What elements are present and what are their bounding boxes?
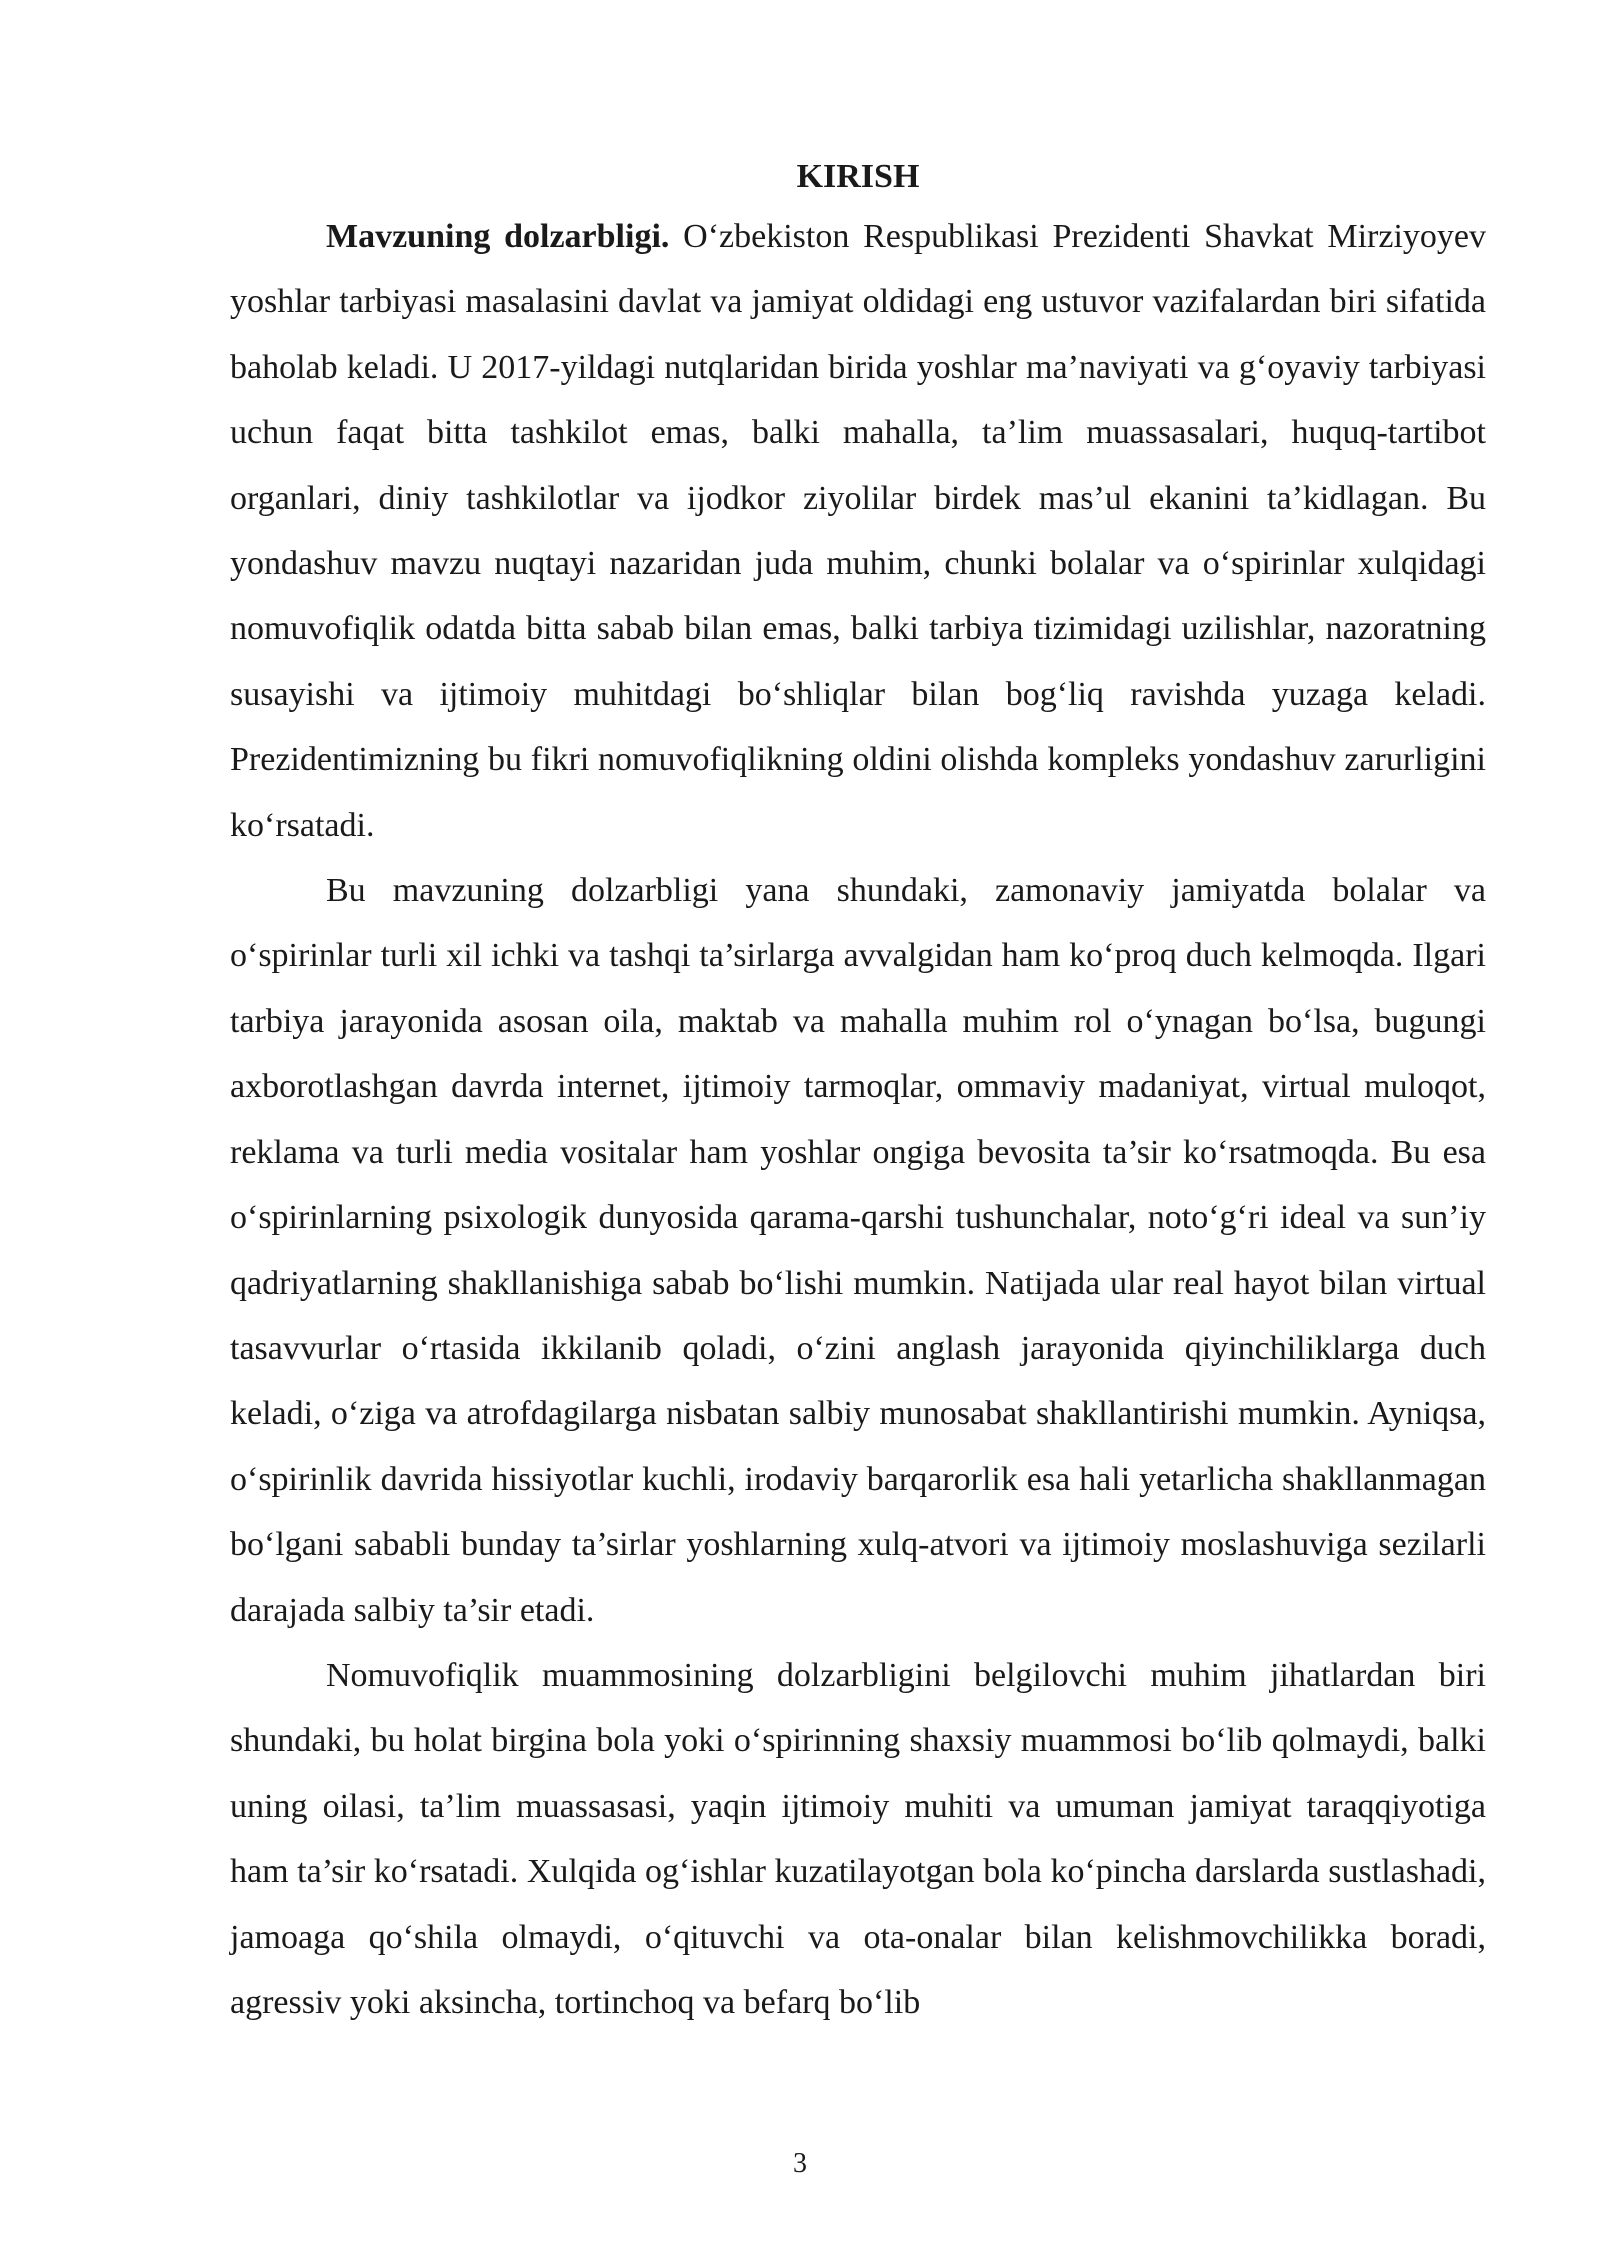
- paragraph-consequences: Nomuvofiqlik muammosining dolzarbligini belgilovchi muhim jihatlardan biri shundaki, bu holat birgina bola yoki o‘spirinning shaxsiy muammosi bo‘lib qolmaydi, balki uning oilasi, ta’lim muassasasi, yaqin ijtimoiy muhiti va umuman jamiyat taraqqiyotiga ham ta’sir ko‘rsatadi. Xulqida og‘ishlar kuzatilayotgan bola ko‘pincha darslarda sustlashadi, jamoaga qo‘shila olmaydi, o‘qituvchi va ota-onalar bilan kelishmovchilikka boradi, agressiv yoki aksincha, tortinchoq va befarq bo‘lib: [230, 1656, 1486, 2021]
- paragraph-text: O‘zbekiston Respublikasi Prezidenti Shavkat Mirziyoyev yoshlar tarbiyasi masalasini davlat va jamiyat oldidagi eng ustuvor vazifalardan biri sifatida baholab keladi. U 2017-yildagi nutqlaridan birida yoshlar ma’naviyati va g‘oyaviy tarbiyasi uchun faqat bitta tashkilot emas, balki mahalla, ta’lim muassasalari, huquq-tartibot organlari, diniy tashkilotlar va ijodkor ziyolilar birdek mas’ul ekanini ta’kidlagan. Bu yondashuv mavzu nuqtayi nazaridan juda muhim, chunki bolalar va o‘spirinlar xulqidagi nomuvofiqlik odatda bitta sabab bilan emas, balki tarbiya tizimidagi uzilishlar, nazoratning susayishi va ijtimoiy muhitdagi bo‘shliqlar bilan bog‘liq ravishda yuzaga keladi. Prezidentimizning bu fikri nomuvofiqlikning oldini olishda kompleks yondashuv zarurligini ko‘rsatadi.: [230, 218, 1486, 844]
- paragraph-relevance: [230, 204, 1486, 858]
- paragraph-lead: Mavzuning dolzarbligi.: [326, 218, 670, 255]
- page-title: KIRISH: [796, 158, 920, 195]
- page-content: [230, 150, 1486, 2035]
- page-number: 3: [793, 2148, 807, 2179]
- paragraph-influences: Bu mavzuning dolzarbligi yana shundaki, zamonaviy jamiyatda bolalar va o‘spirinlar turli xil ichki va tashqi ta’sirlarga avvalgidan ham ko‘proq duch kelmoqda. Ilgari tarbiya jarayonida asosan oila, maktab va mahalla muhim rol o‘ynagan bo‘lsa, bugungi axborotlashgan davrda internet, ijtimoiy tarmoqlar, ommaviy madaniyat, virtual muloqot, reklama va turli media vositalar ham yoshlar ongiga bevosita ta’sir ko‘rsatmoqda. Bu esa o‘spirinlarning psixologik dunyosida qarama-qarshi tushunchalar, noto‘g‘ri ideal va sun’iy qadriyatlarning shakllanishiga sabab bo‘lishi mumkin. Natijada ular real hayot bilan virtual tasavvurlar o‘rtasida ikkilanib qoladi, o‘zini anglash jarayonida qiyinchiliklarga duch keladi, o‘ziga va atrofdagilarga nisbatan salbiy munosabat shakllantirishi mumkin. Ayniqsa, o‘spirinlik davrida hissiyotlar kuchli, irodaviy barqarorlik esa hali yetarlicha shakllanmagan bo‘lgani sababli bunday ta’sirlar yoshlarning xulq-atvori va ijtimoiy moslashuviga sezilarli darajada salbiy ta’sir etadi.: [230, 872, 1486, 1629]
